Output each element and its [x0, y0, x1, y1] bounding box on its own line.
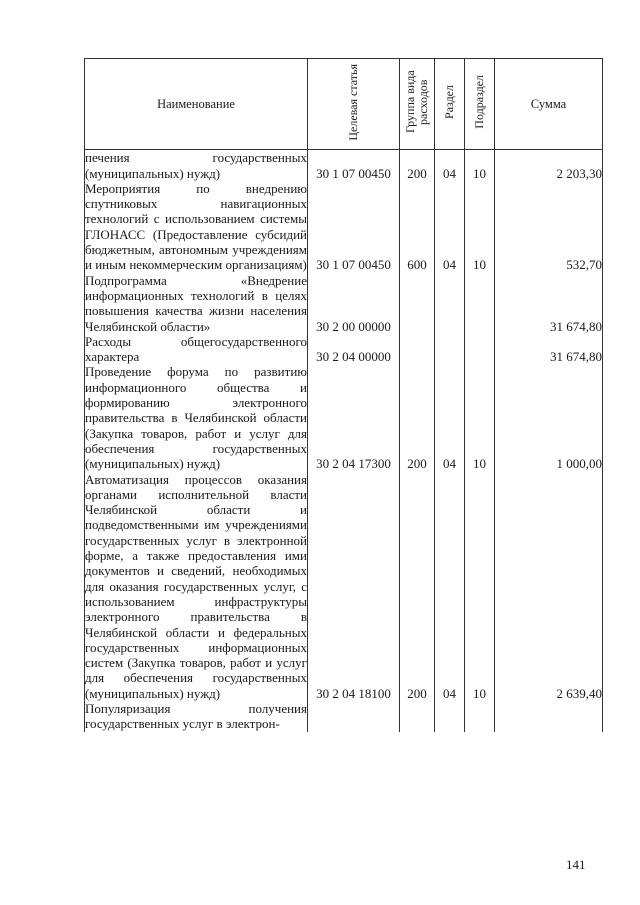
row-sum: 532,70	[495, 181, 603, 273]
table-row	[85, 150, 603, 181]
row-name: Автоматизация процессов оказания органами исполнительной власти Челябинской области и подведомственными им учреждениями государственных услуг в электронной форме, а также предоставления ими документов и сведений, необходимых для оказания государственных услуг, с использованием инфраструктуры электронного правительства в Челябинской области и федеральных государственных информационных систем (Закупка товаров, работ и услуг для обеспечения государственных (муниципальных) нужд)	[85, 471, 307, 701]
row-section: 04	[435, 181, 465, 273]
header-expense-group: Группа вида расходов	[400, 59, 435, 150]
row-expense-group	[400, 701, 435, 732]
row-section: 04	[435, 472, 465, 701]
row-subsection: 10	[465, 364, 495, 471]
row-name: Расходы общегосударственного характера	[85, 333, 307, 365]
header-sum: Сумма	[495, 59, 603, 150]
table-row	[85, 472, 603, 701]
row-name: Подпрограмма «Внедрение информационных технологий в целях повышения качества жизни населения Челябинской области»	[85, 272, 307, 334]
row-subsection: 10	[465, 472, 495, 701]
row-name: Проведение форума по развитию информационного общества и формированию электронного правительства в Челябинской области (Закупка товаров, работ и услуг для обеспечения государственных (муниципальных) нужд)	[85, 364, 307, 472]
header-name: Наименование	[85, 59, 308, 150]
row-name: печения государственных (муниципальных) нужд)	[85, 150, 307, 181]
row-target-article: 30 1 07 00450	[308, 150, 400, 181]
table-row	[85, 701, 603, 732]
row-target-article: 30 2 04 18100	[308, 472, 400, 701]
row-expense-group: 200	[400, 364, 435, 471]
row-sum: 2 203,30	[495, 150, 603, 181]
header-subsection: Подраздел	[465, 59, 495, 150]
row-subsection: 10	[465, 150, 495, 181]
row-section	[435, 334, 465, 365]
row-expense-group: 200	[400, 150, 435, 181]
table-row	[85, 181, 603, 273]
row-sum: 31 674,80	[495, 273, 603, 334]
row-name: Популяризация получения государственных услуг в электрон-	[85, 700, 307, 732]
row-target-article: 30 1 07 00450	[308, 181, 400, 273]
row-sum: 31 674,80	[495, 334, 603, 365]
row-expense-group: 200	[400, 472, 435, 701]
table-body	[85, 150, 603, 732]
row-sum	[495, 701, 603, 732]
table-row	[85, 334, 603, 365]
row-expense-group	[400, 334, 435, 365]
table-row	[85, 273, 603, 334]
table-header	[85, 59, 603, 150]
header-target-article: Целевая статья	[308, 59, 400, 150]
budget-table	[84, 58, 603, 732]
row-target-article: 30 2 04 00000	[308, 334, 400, 365]
row-target-article: 30 2 04 17300	[308, 364, 400, 471]
row-expense-group	[400, 273, 435, 334]
row-subsection	[465, 334, 495, 365]
row-target-article	[308, 701, 400, 732]
row-target-article: 30 2 00 00000	[308, 273, 400, 334]
row-expense-group: 600	[400, 181, 435, 273]
row-subsection	[465, 273, 495, 334]
row-name: Мероприятия по внедрению спутниковых навигационных технологий с использованием системы ГЛОНАСС (Предоставление субсидий бюджетным, автономным учреждениям и иным некоммерческим организациям)	[85, 180, 307, 273]
table-row	[85, 364, 603, 471]
row-section: 04	[435, 364, 465, 471]
row-section: 04	[435, 150, 465, 181]
row-sum: 2 639,40	[495, 472, 603, 701]
row-section	[435, 273, 465, 334]
page-number: 141	[566, 857, 586, 872]
header-section: Раздел	[435, 59, 465, 150]
row-subsection	[465, 701, 495, 732]
row-sum: 1 000,00	[495, 364, 603, 471]
row-section	[435, 701, 465, 732]
row-subsection: 10	[465, 181, 495, 273]
